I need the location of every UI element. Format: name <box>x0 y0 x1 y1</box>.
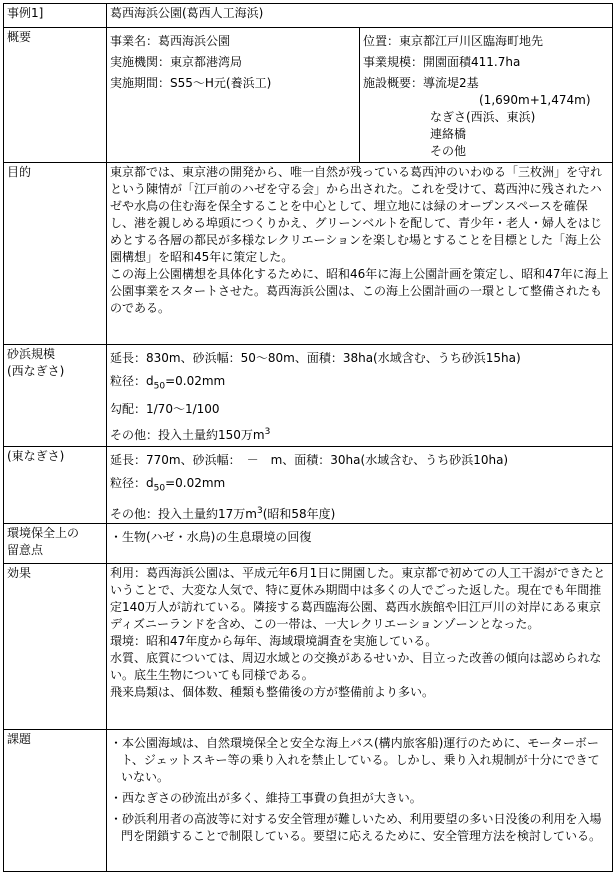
east-beach-label: (東なぎさ) <box>4 447 107 524</box>
overview-left-cell <box>107 28 360 163</box>
east-other <box>110 503 609 523</box>
overview-label: 概要 <box>4 28 107 163</box>
issue-item-3: ・砂浜利用者の高波等に対する安全管理が難しいため、利用要望の多い日没後の利用を入場門を閉鎖することで制限している。要望に応えるために、安全管理方法を検討している。 <box>110 812 602 844</box>
case-title: 葛西海浜公園(葛西人工海浜) <box>107 4 613 28</box>
purpose-cell <box>107 163 613 345</box>
overview-right-cell <box>360 28 613 163</box>
effect-water-quality: 水質、底質については、周辺水域との交換があるせいか、目立った改善の傾向は認められない。底生生物についても同様である。 <box>110 651 602 683</box>
east-other-suffix: (昭和58年度) <box>262 507 336 522</box>
environment-cell <box>107 524 613 564</box>
purpose-paragraph-2: この海上公園構想を具体化するために、昭和46年に海上公園計画を策定し、昭和47年に海上公園事業をスタートさせた。葛西海浜公園は、この海上公園計画の一環として整備されたものである。 <box>110 267 609 315</box>
effect-usage: 利用：葛西海浜公園は、平成元年6月1日に開園した。東京都で初めての人工干潟ができたということで、大変な人気で、特に夏休み期間中は多くの人でごった返した。現在でも年間推定140万人が訪れている。隣接する葛西臨海公園、葛西水族館や旧江戸川の対岸にある東京ディズニーランドを含め、この一帯は、一大レクリエーションゾーンとなった。 <box>110 566 606 632</box>
effect-birds: 飛来鳥類は、個体数、種類も整備後の方が整備前より多い。 <box>110 685 435 700</box>
facility-overview: 施設概要：導流堤2基 <box>363 76 479 90</box>
environment-text: ・生物(ハゼ・水鳥)の生息環境の回復 <box>110 530 312 545</box>
west-slope: 勾配：1/70〜1/100 <box>110 402 220 417</box>
west-beach-row <box>4 345 613 447</box>
environment-label-line-2: 留意点 <box>7 543 44 558</box>
case-label: 事例1] <box>4 4 107 28</box>
effect-label: 効果 <box>4 564 107 730</box>
east-other-sup: 3 <box>256 506 263 517</box>
case-header-row <box>4 4 613 28</box>
environment-label-line-1: 環境保全上の <box>7 526 80 541</box>
issue-item-1: ・本公園海域は、自然環境保全と安全な海上バス(構内旅客船)運行のために、モーターボート、ジェットスキー等の乗り入れを禁止している。しかし、乗り入れ規制が十分にできていない。 <box>110 736 600 785</box>
effect-row <box>4 564 613 730</box>
effect-environment: 環境：昭和47年度から毎年、海域環境調査を実施している。 <box>110 634 438 649</box>
issues-label: 課題 <box>4 730 107 872</box>
west-other-prefix: その他：投入土量約150万m <box>110 428 265 443</box>
facility-item-beaches: なぎさ(西浜、東浜) <box>430 110 536 124</box>
west-grain-sub: 50 <box>153 381 166 392</box>
west-other-sup: 3 <box>264 427 271 438</box>
purpose-paragraph-1: 東京都では、東京港の開発から、唯一自然が残っている葛西沖のいわゆる「三枚洲」を守れという陳情が「江戸前のハゼを守る会」から出された。これを受けて、葛西沖に残されたハゼや水鳥の住む海を保全することを中心として、埋立地には緑のオープンスペースを確保し、港を親しめる埠頭につくりかえ、グリーンベルトを配して、青少年・老人・婦人をはじめとする各層の都民が多様なレクリエーションを楽しむ場とすることを目標とした「海上公園構想」を昭和45年に策定した。 <box>110 165 603 264</box>
purpose-row <box>4 163 613 345</box>
purpose-label: 目的 <box>4 163 107 345</box>
east-beach-cell <box>107 447 613 524</box>
west-beach-sublabel: (西なぎさ) <box>7 364 65 378</box>
west-grain-prefix: 粒径：d <box>110 374 154 388</box>
implementing-agency: 実施機関：東京都港湾局 <box>110 55 243 69</box>
west-grain <box>110 373 609 395</box>
issue-item-2: ・西なぎさの砂流出が多く、維持工事費の負担が大きい。 <box>110 791 422 806</box>
issues-row <box>4 730 613 872</box>
location: 位置：東京都江戸川区臨海町地先 <box>363 34 544 48</box>
west-extent: 延長：830m、砂浜幅：50〜80m、面積：38ha(水域含む、うち砂浜15ha) <box>110 351 521 365</box>
east-grain-prefix: 粒径：d <box>110 476 154 490</box>
issues-cell <box>107 730 613 872</box>
west-beach-label <box>4 345 107 447</box>
west-grain-value: =0.02mm <box>165 374 226 388</box>
west-other <box>110 424 609 444</box>
east-grain-sub: 50 <box>153 483 166 494</box>
east-grain-value: =0.02mm <box>165 476 226 490</box>
effect-cell <box>107 564 613 730</box>
facility-item-bridge: 連絡橋 <box>430 127 467 141</box>
east-grain <box>110 475 609 497</box>
beach-scale-label: 砂浜規模 <box>7 347 56 361</box>
east-extent: 延長：770m、砂浜幅： － m、面積：30ha(水域含む、うち砂浜10ha) <box>110 453 509 467</box>
east-other-prefix: その他：投入土量約17万m <box>110 507 257 522</box>
implementation-period: 実施期間：S55〜H元(養浜工) <box>110 76 272 90</box>
environment-label <box>4 524 107 564</box>
overview-row <box>4 28 613 163</box>
facility-item-other: その他 <box>430 144 467 158</box>
project-name: 事業名：葛西海浜公園 <box>110 34 231 48</box>
jetty-lengths: (1,690m+1,474m) <box>479 93 591 107</box>
east-beach-row <box>4 447 613 524</box>
case-study-table <box>3 3 613 872</box>
environment-row <box>4 524 613 564</box>
west-beach-cell <box>107 345 613 447</box>
project-scale: 事業規模：開園面積411.7ha <box>363 55 521 69</box>
